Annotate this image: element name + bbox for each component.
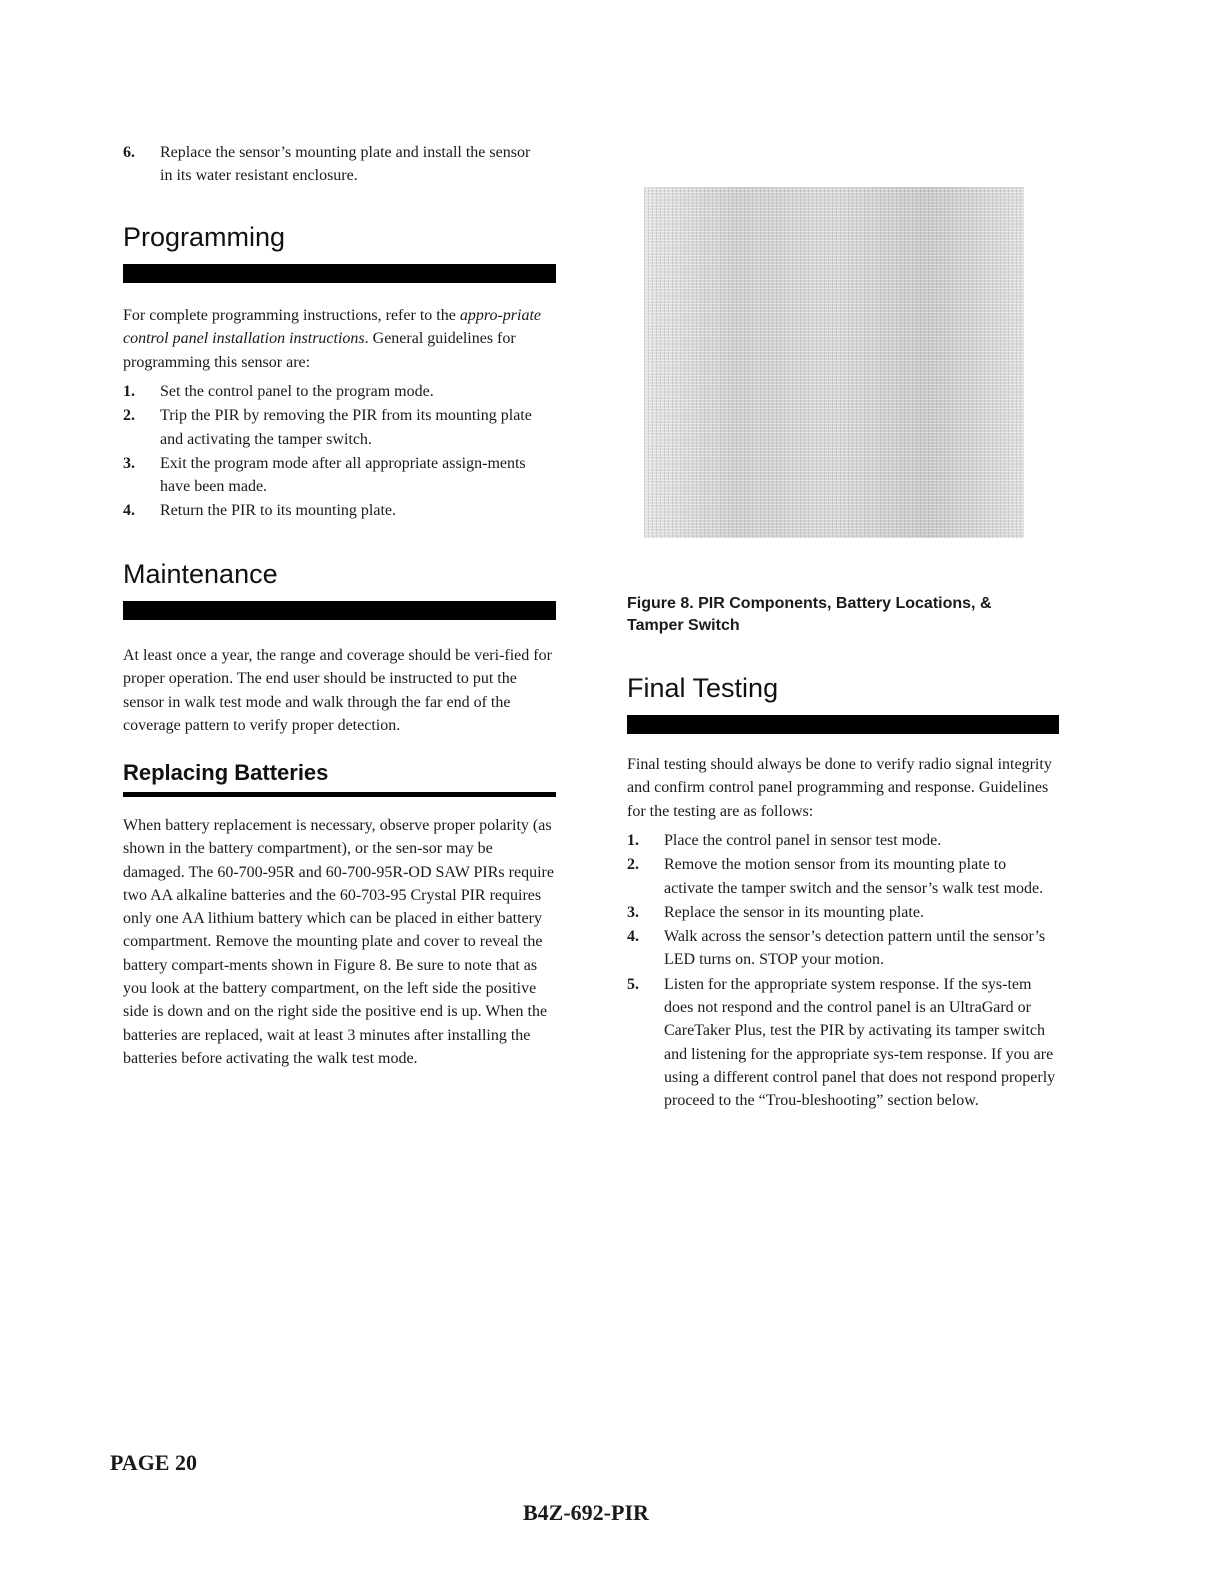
list-item: [123, 499, 553, 522]
programming-steps: [123, 380, 553, 524]
step-text: Remove the motion sensor from its mounting plate to activate the tamper switch and the sensor’s walk test mode.: [664, 856, 1044, 897]
list-item: [123, 452, 553, 499]
step-text: Replace the sensor’s mounting plate and install the sensor in its water resistant enclosure.: [160, 144, 531, 185]
page-number: PAGE 20: [110, 1450, 197, 1475]
step-text: Exit the program mode after all appropriate assign-ments have been made.: [160, 454, 526, 496]
programming-heading: Programming: [123, 222, 286, 252]
step-text: Listen for the appropriate system response. If the sys-tem does not respond and the control panel is an UltraGard or CareTaker Plus, test the PIR by activating its tamper switch and listening for the appropriate sys-tem response. If you are using a different control panel that does not respond properly proceed to the “Trou-bleshooting” section below.: [664, 975, 1056, 1110]
list-item: [123, 380, 553, 403]
final-testing-heading: Final Testing: [627, 673, 779, 703]
step-number: 1.: [123, 383, 135, 400]
figure-8-image: [644, 187, 1024, 538]
intro-text-after: . General guidelines for programming this sensor are:: [123, 330, 516, 371]
replacing-batteries-heading: Replacing Batteries: [123, 760, 329, 785]
list-item: [123, 404, 553, 451]
step-number: 2.: [627, 856, 639, 874]
document-id: B4Z-692-PIR: [523, 1500, 649, 1525]
list-item: [627, 829, 1057, 852]
final-testing-divider: [627, 715, 1059, 734]
step-number: 3.: [123, 454, 135, 472]
step-text: Trip the PIR by removing the PIR from its mounting plate and activating the tamper switch.: [160, 407, 532, 448]
final-testing-intro: Final testing should always be done to verify radio signal integrity and confirm control panel programming and response. Guidelines for the testing are as follows:: [627, 756, 1052, 820]
replacing-batteries-divider: [123, 792, 556, 797]
replacing-batteries-text: When battery replacement is necessary, observe proper polarity (as shown in the battery compartment), or the sen-sor may be damaged. The 60-700-95R and 60-700-95R-OD SAW PIRs require two AA alkaline batteries and the 60-703-95 Crystal PIR requires only one AA lithium battery which can be placed in either battery compartment. Remove the mounting plate and cover to reveal the battery compart-ments shown in Figure 8. Be sure to note that as you look at the battery compartment, on the left side the positive side is down and on the right side the positive end is up. When the batteries are replaced, wait at least 3 minutes after installing the batteries before activating the walk test mode.: [123, 817, 554, 1067]
maintenance-text: At least once a year, the range and coverage should be veri-fied for proper operation. The end user should be instructed to put the sensor in walk test mode and walk through the far end of the coverage pattern to verify proper detection.: [123, 647, 552, 734]
maintenance-divider: [123, 601, 556, 620]
list-item: [627, 925, 1057, 972]
step-number: 5.: [627, 975, 639, 993]
step-number: 2.: [123, 407, 135, 425]
step-text: Replace the sensor in its mounting plate.: [664, 903, 924, 921]
list-item: [123, 141, 533, 188]
step-text: Set the control panel to the program mode.: [160, 383, 434, 400]
step-text: Walk across the sensor’s detection pattern until the sensor’s LED turns on. STOP your motion.: [664, 928, 1046, 969]
programming-divider: [123, 264, 556, 283]
intro-italic-text: appro-priate control panel installation instructions: [123, 307, 541, 348]
list-item: [627, 901, 1057, 924]
step-6-list: [123, 141, 533, 189]
list-item: [627, 853, 1057, 900]
step-text: Return the PIR to its mounting plate.: [160, 502, 396, 520]
step-number: 6.: [123, 144, 135, 161]
list-item: [627, 973, 1057, 1113]
programming-intro: [123, 304, 555, 374]
step-text: Place the control panel in sensor test mode.: [664, 832, 942, 849]
figure-caption: Figure 8. PIR Components, Battery Locations, & Tamper Switch: [627, 595, 992, 634]
step-number: 4.: [627, 928, 639, 946]
step-number: 1.: [627, 832, 639, 849]
step-number: 3.: [627, 903, 639, 921]
step-number: 4.: [123, 502, 135, 520]
maintenance-heading: Maintenance: [123, 559, 278, 589]
final-testing-steps: [627, 829, 1057, 1114]
intro-text-before: For complete programming instructions, refer to the: [123, 307, 460, 324]
